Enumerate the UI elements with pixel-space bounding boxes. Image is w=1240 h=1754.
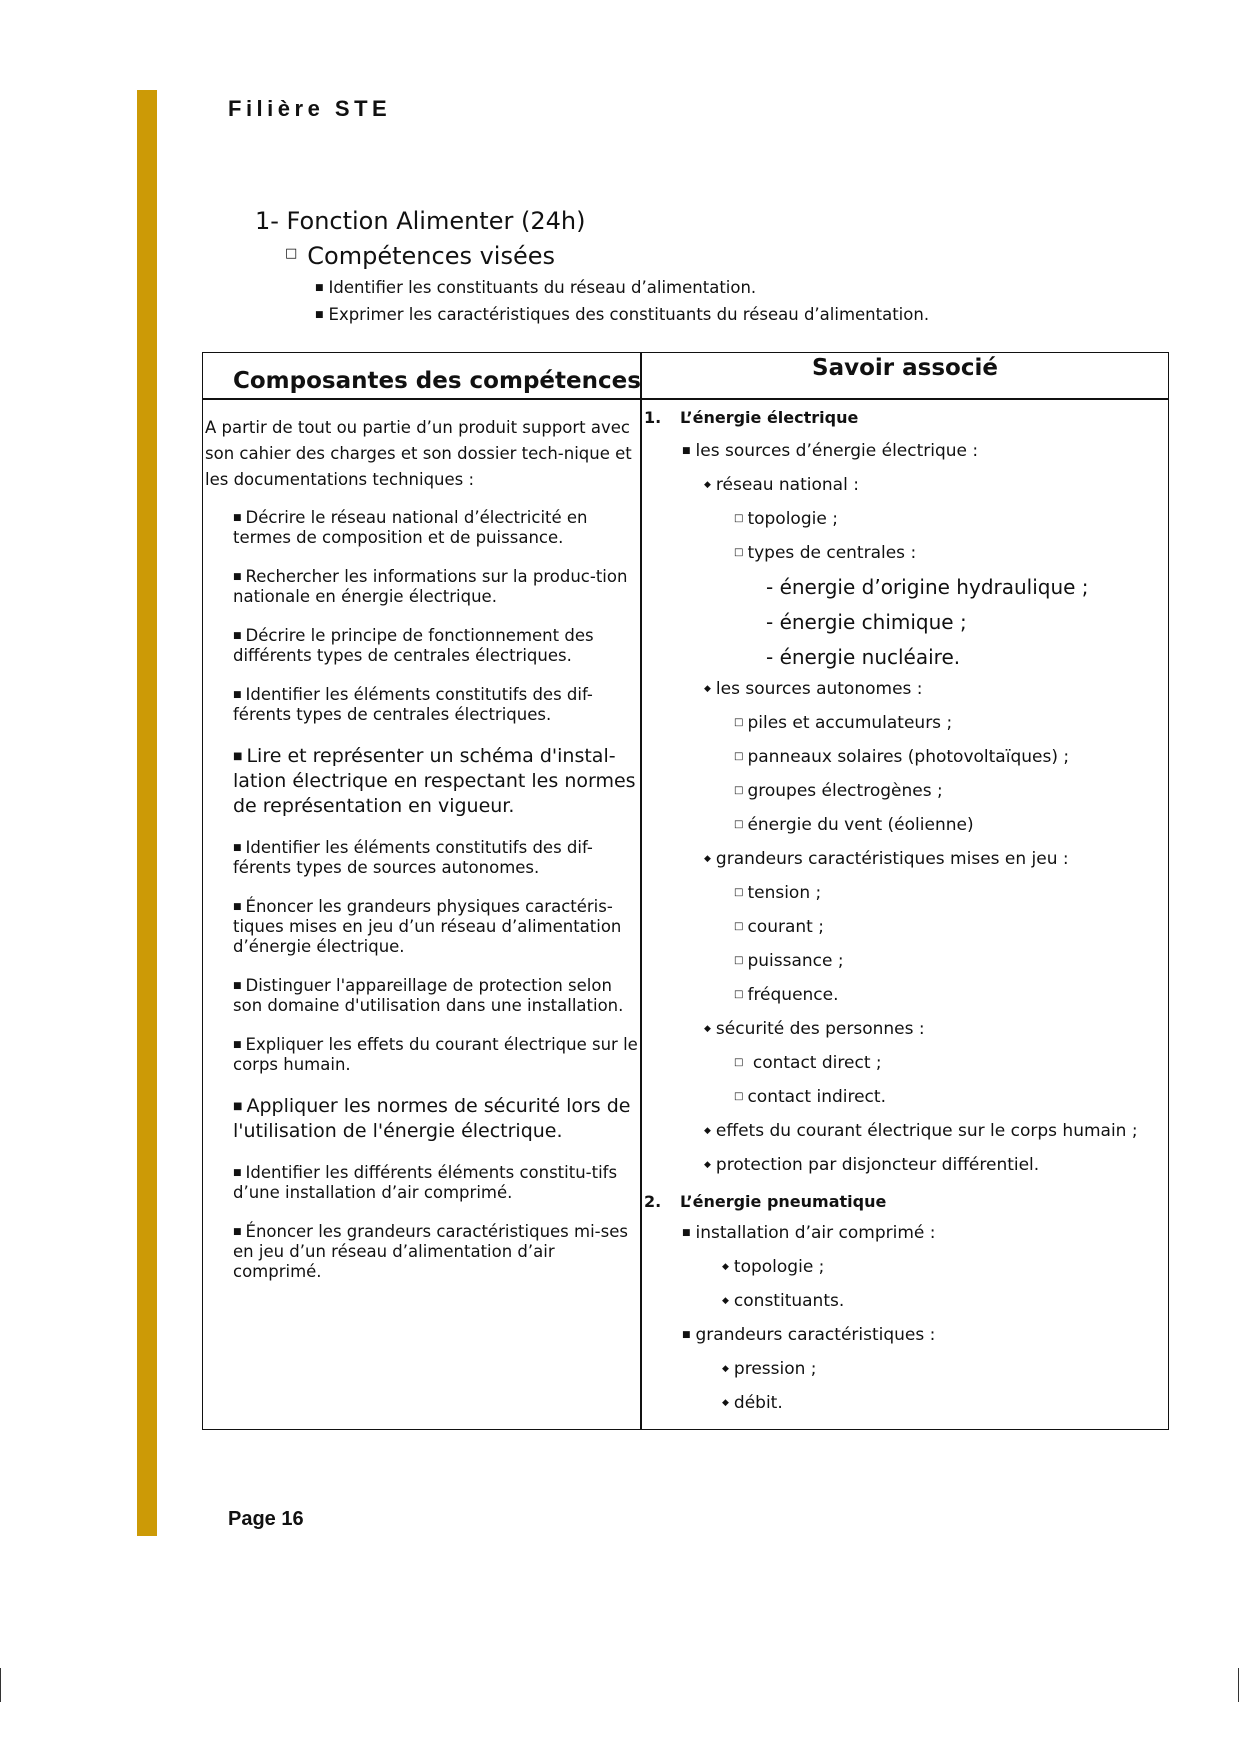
square-bullet-icon: ■ [233,1101,243,1112]
savoir-item: □ types de centrales : [734,543,917,563]
savoir-item: □ courant ; [734,917,824,937]
hollow-square-bullet-icon: □ [734,989,744,1000]
square-bullet-icon: ■ [315,310,324,320]
savoir-item: ■ grandeurs caractéristiques : [682,1325,936,1345]
square-bullet-icon: ■ [233,690,242,700]
hollow-square-bullet-icon: □ [734,751,744,762]
competences-table [202,352,1169,1430]
square-bullet-icon: ■ [233,981,242,991]
savoir-item: □ tension ; [734,883,822,903]
savoir-item: □ puissance ; [734,951,844,971]
skill-item: ■ Identifier les éléments constitutifs des dif-férents types de sources autonomes. [233,838,593,877]
square-bullet-icon: ■ [682,1330,691,1340]
savoir-item: - énergie chimique ; [766,610,967,634]
diamond-bullet-icon: ◆ [722,1398,729,1408]
goals-list [315,278,929,332]
skill-item: ■ Identifier les éléments constitutifs des dif-férents types de centrales électriques. [233,685,593,724]
savoir-item: □ contact direct ; [734,1053,882,1073]
square-bullet-icon: ■ [315,283,324,293]
skill-item: ■ Rechercher les informations sur la produc-tion nationale en énergie électrique. [233,567,628,606]
savoir-item: □ topologie ; [734,509,838,529]
savoir-item: ◆ constituants. [722,1291,845,1311]
savoir-item: □ contact indirect. [734,1087,886,1107]
skill-item: ■ Lire et représenter un schéma d'instal-lation électrique en respectant les normes de représentation en vigueur. [233,745,636,817]
diamond-bullet-icon: ◆ [722,1364,729,1374]
square-bullet-icon: ■ [233,572,242,582]
goal-item: ■ Exprimer les caractéristiques des constituants du réseau d’alimentation. [315,305,930,324]
section-title: 1- Fonction Alimenter (24h) [255,207,586,235]
crop-mark-left [0,1668,1,1702]
savoir-item: □ piles et accumulateurs ; [734,713,953,733]
column-header-composantes: Composantes des compétences [233,368,641,394]
hollow-square-bullet-icon: □ [734,513,744,524]
skill-item: ■ Distinguer l'appareillage de protection selon son domaine d'utilisation dans une installation. [233,976,624,1015]
savoir-item: - énergie d’origine hydraulique ; [766,575,1089,599]
skill-item: ■ Expliquer les effets du courant électrique sur le corps humain. [233,1035,638,1074]
savoir-item: - énergie nucléaire. [766,645,961,669]
hollow-square-bullet-icon: □ [734,1057,744,1068]
square-bullet-icon: ■ [233,1227,242,1237]
section-subtitle [285,242,555,270]
hollow-square-bullet-icon: □ [734,921,744,932]
skill-item: ■ Identifier les différents éléments constitu-tifs d’une installation d’air comprimé. [233,1163,618,1202]
square-bullet-icon: ■ [233,631,242,641]
hollow-square-bullet-icon: □ [734,1091,744,1102]
goal-item: ■ Identifier les constituants du réseau d’alimentation. [315,278,757,297]
diamond-bullet-icon: ◆ [704,1126,711,1136]
savoir-item: ◆ effets du courant électrique sur le corps humain ; [704,1121,1138,1141]
savoir-heading: 1. L’énergie électrique [644,408,859,427]
square-bullet-icon: ■ [682,1228,691,1238]
savoir-item: □ énergie du vent (éolienne) [734,815,974,835]
hollow-square-bullet-icon: □ [734,819,744,830]
savoir-heading: 2. L’énergie pneumatique [644,1192,887,1211]
square-bullet-icon: ■ [682,446,691,456]
page-number: Page 16 [228,1508,304,1530]
page-header-title: Filière STE [228,96,392,121]
square-bullet-icon: ■ [233,751,243,762]
hollow-square-bullet-icon: □ [734,717,744,728]
diamond-bullet-icon: ◆ [704,684,711,694]
subtitle-text: Compétences visées [307,242,556,270]
skills-list [233,508,643,1301]
diamond-bullet-icon: ◆ [704,854,711,864]
diamond-bullet-icon: ◆ [704,1024,711,1034]
diamond-bullet-icon: ◆ [704,480,711,490]
savoir-item: ◆ débit. [722,1393,783,1413]
header-divider [203,398,1168,400]
hollow-square-bullet-icon: □ [734,955,744,966]
savoir-item: ■ installation d’air comprimé : [682,1223,936,1243]
skill-item: ■ Énoncer les grandeurs physiques caractéris-tiques mises en jeu d’un réseau d’alimentation d’énergie électrique. [233,897,622,956]
diamond-bullet-icon: ◆ [704,1160,711,1170]
hollow-square-bullet-icon: □ [734,785,744,796]
column-header-savoir: Savoir associé [812,355,998,381]
square-bullet-icon: ■ [233,513,242,523]
skill-item: ■ Décrire le réseau national d’électricité en termes de composition et de puissance. [233,508,588,547]
diamond-bullet-icon: ◆ [722,1296,729,1306]
diamond-bullet-icon: ◆ [722,1262,729,1272]
square-bullet-icon: □ [285,246,298,261]
savoir-item: □ panneaux solaires (photovoltaïques) ; [734,747,1070,767]
savoir-item: ◆ les sources autonomes : [704,679,923,699]
square-bullet-icon: ■ [233,843,242,853]
accent-side-bar [137,90,157,1536]
savoir-item: ◆ pression ; [722,1359,817,1379]
savoir-item: □ fréquence. [734,985,839,1005]
savoir-item: ◆ topologie ; [722,1257,825,1277]
savoir-item: □ groupes électrogènes ; [734,781,943,801]
skill-item: ■ Énoncer les grandeurs caractéristiques mi-ses en jeu d’un réseau d’alimentation d’air comprimé. [233,1222,628,1281]
savoir-item: ◆ sécurité des personnes : [704,1019,925,1039]
square-bullet-icon: ■ [233,1168,242,1178]
square-bullet-icon: ■ [233,1040,242,1050]
skill-item: ■ Appliquer les normes de sécurité lors de l'utilisation de l'énergie électrique. [233,1095,631,1142]
hollow-square-bullet-icon: □ [734,887,744,898]
savoir-item: ◆ protection par disjoncteur différentiel. [704,1155,1040,1175]
savoir-item: ◆ grandeurs caractéristiques mises en jeu : [704,849,1069,869]
savoir-item: ■ les sources d’énergie électrique : [682,441,979,461]
skill-item: ■ Décrire le principe de fonctionnement des différents types de centrales électriques. [233,626,594,665]
hollow-square-bullet-icon: □ [734,547,744,558]
square-bullet-icon: ■ [233,902,242,912]
savoir-item: ◆ réseau national : [704,475,859,495]
crop-mark-right [1238,1668,1239,1702]
intro-text: A partir de tout ou partie d’un produit support avec son cahier des charges et son dossier tech-nique et les documentations techniques : [205,418,632,489]
